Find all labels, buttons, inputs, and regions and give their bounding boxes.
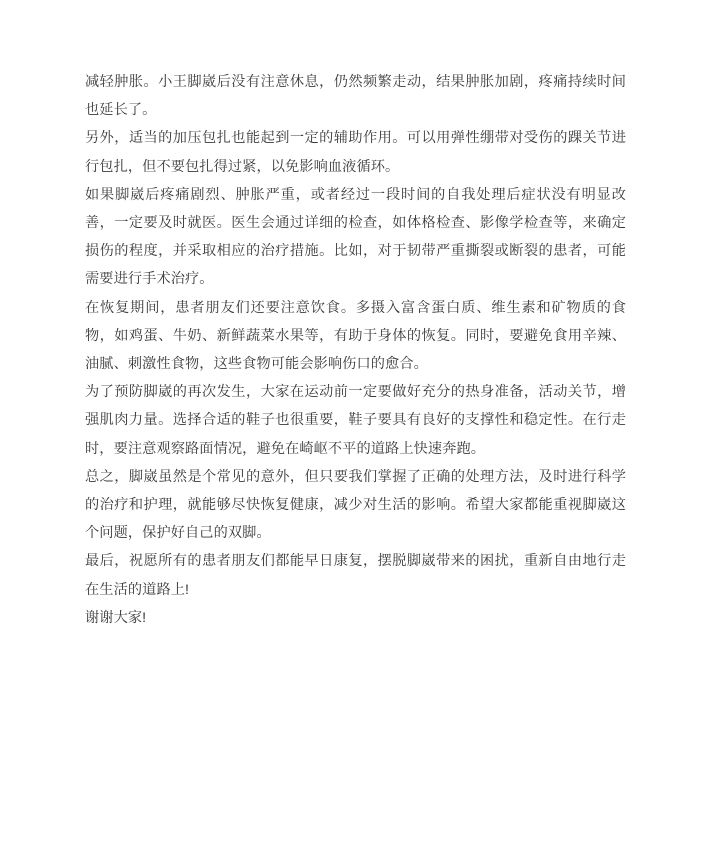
paragraph: 在恢复期间，患者朋友们还要注意饮食。多摄入富含蛋白质、维生素和矿物质的食物，如鸡蛋、牛奶、新鲜蔬菜水果等，有助于身体的恢复。同时，要避免食用辛辣、油腻、刺激性食物，这些食物可能会影响伤口的愈合。 xyxy=(85,299,626,373)
paragraph: 总之，脚崴虽然是个常见的意外，但只要我们掌握了正确的处理方法，及时进行科学的治疗和护理，就能够尽快恢复健康，减少对生活的影响。希望大家都能重视脚崴这个问题，保护好自己的双脚。 xyxy=(85,468,626,542)
paragraph: 另外，适当的加压包扎也能起到一定的辅助作用。可以用弹性绷带对受伤的踝关节进行包扎，但不要包扎得过紧，以免影响血液循环。 xyxy=(85,130,626,175)
paragraph: 如果脚崴后疼痛剧烈、肿胀严重，或者经过一段时间的自我处理后症状没有明显改善，一定要及时就医。医生会通过详细的检查，如体格检查、影像学检查等，来确定损伤的程度，并采取相应的治疗措施。比如，对于韧带严重撕裂或断裂的患者，可能需要进行手术治疗。 xyxy=(85,186,626,288)
paragraph: 最后，祝愿所有的患者朋友们都能早日康复，摆脱脚崴带来的困扰，重新自由地行走在生活的道路上! xyxy=(85,553,626,598)
paragraph: 谢谢大家! xyxy=(85,609,147,626)
paragraph: 为了预防脚崴的再次发生，大家在运动前一定要做好充分的热身准备，活动关节，增强肌肉力量。选择合适的鞋子也很重要，鞋子要具有良好的支撑性和稳定性。在行走时，要注意观察路面情况，避免在崎岖不平的道路上快速奔跑。 xyxy=(85,384,626,457)
document-body[interactable] xyxy=(85,68,626,632)
paragraph: 减轻肿胀。小王脚崴后没有注意休息，仍然频繁走动，结果肿胀加剧，疼痛持续时间也延长了。 xyxy=(85,74,626,119)
